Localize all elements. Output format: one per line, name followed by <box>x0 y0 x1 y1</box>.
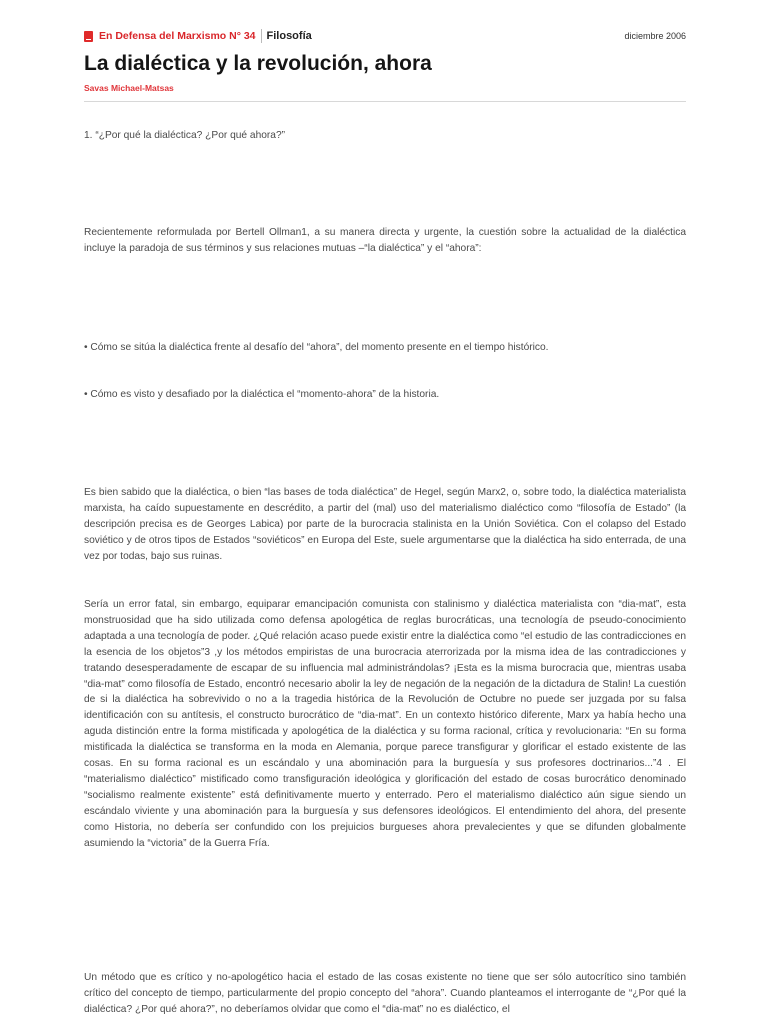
article-title: La dialéctica y la revolución, ahora <box>84 52 432 75</box>
publication-logo-icon <box>84 31 93 42</box>
paragraph-section-heading: 1. “¿Por qué la dialéctica? ¿Por qué ahora?” <box>84 130 286 141</box>
paragraph-bullet-2: • Cómo es visto y desafiado por la dialéctica el “momento-ahora” de la historia. <box>84 389 440 400</box>
publication-name: En Defensa del Marxismo N° 34 <box>99 30 256 42</box>
paragraph-intro: Recientemente reformulada por Bertell Ollman1, a su manera directa y urgente, la cuestión sobre la actualidad de la dialéctica incluye la paradoja de sus términos y sus relaciones mutuas –“la dialéctica” y el “ahora”: <box>84 227 686 254</box>
section-name: Filosofía <box>266 30 312 42</box>
header-rule <box>84 101 686 102</box>
page-header <box>84 26 686 46</box>
header-divider <box>261 29 262 43</box>
paragraph-bullet-1: • Cómo se sitúa la dialéctica frente al desafío del “ahora”, del momento presente en el tiempo histórico. <box>84 342 549 353</box>
issue-date: diciembre 2006 <box>624 31 686 41</box>
paragraph-background: Es bien sabido que la dialéctica, o bien “las bases de toda dialéctica” de Hegel, según Marx2, o, sobre todo, la dialéctica materialista marxista, ha caído supuestamente en descrédito, a partir del (mal) uso del materialismo dialéctico como “filosofía de Estado” (la descripción precisa es de Georges Labica) por parte de la burocracia stalinista en la Unión Soviética. Con el colapso del Estado soviético y de otros tipos de Estados “soviéticos” en Europa del Este, suele argumentarse que la dialéctica ha sido enterrada, de una vez por todas, bajo sus ruinas. <box>84 487 686 562</box>
article-author: Savas Michael-Matsas <box>84 83 174 93</box>
paragraph-method: Un método que es crítico y no-apologético hacia el estado de las cosas existente no tiene que ser sólo autocrítico sino también crítico del concepto de tiempo, particularmente del propio concepto del “ahora”. Cuando planteamos el interrogante de “¿Por qué la dialéctica? ¿Por qué ahora?”, no deberíamos olvidar que como el “dia-mat” no es dialéctico, el <box>84 972 686 1015</box>
paragraph-argument: Sería un error fatal, sin embargo, equiparar emancipación comunista con stalinismo y dialéctica materialista con “dia-mat”, esta monstruosidad que ha sido utilizada como defensa apologética de reglas burocráticas, una tecnología de pseudo-conocimiento adaptada a una tecnología de poder. ¿Qué relación acaso puede existir entre la dialéctica como “el estudio de las contradicciones en la esencia de los objetos”3 ,y los métodos empiristas de una burocracia aterrorizada por la misma idea de las contradicciones y tratando desesperadamente de escapar de su influencia mal administrándolas? ¡Esta es la misma burocracia que, mientras usaba “dia-mat” como filosofía de Estado, encontró necesario abolir la ley de negación de la negación de la dictadura de Stalin! La cuestión de si la dialéctica ha sobrevivido o no a la tragedia histórica de la Revolución de Octubre no puede ser juzgada por su falsa identificación con su antítesis, el constructo burocrático de “dia-mat”. En un contexto histórico diferente, Marx ya había hecho una aguda distinción entre la forma mistificada y apologética de la dialéctica y su forma racional, crítica y revolucionaria: “En su forma mistificada la dialéctica se transforma en la moda en Alemania, porque parece transfigurar y glorificar el estado existente de las cosas. En su forma racional es un escándalo y una abominación para la burguesía y sus profesores doctrinarios...”4 . El “materialismo dialéctico” mistificado como transfiguración ideológica y glorificación del estado de cosas burocrático denominado “socialismo realmente existente” está definitivamente muerto y enterrado. Pero el materialismo dialéctico aún sigue siendo un escándalo viviente y una abominación para la burguesía y sus defensores ideológicos. El entendimiento del ahora, del presente como Historia, no debería ser confundido con los prejuicios burgueses ahora prevalecientes y que se difunden globalmente asumiendo la “victoria” de la Guerra Fría. <box>84 599 686 849</box>
